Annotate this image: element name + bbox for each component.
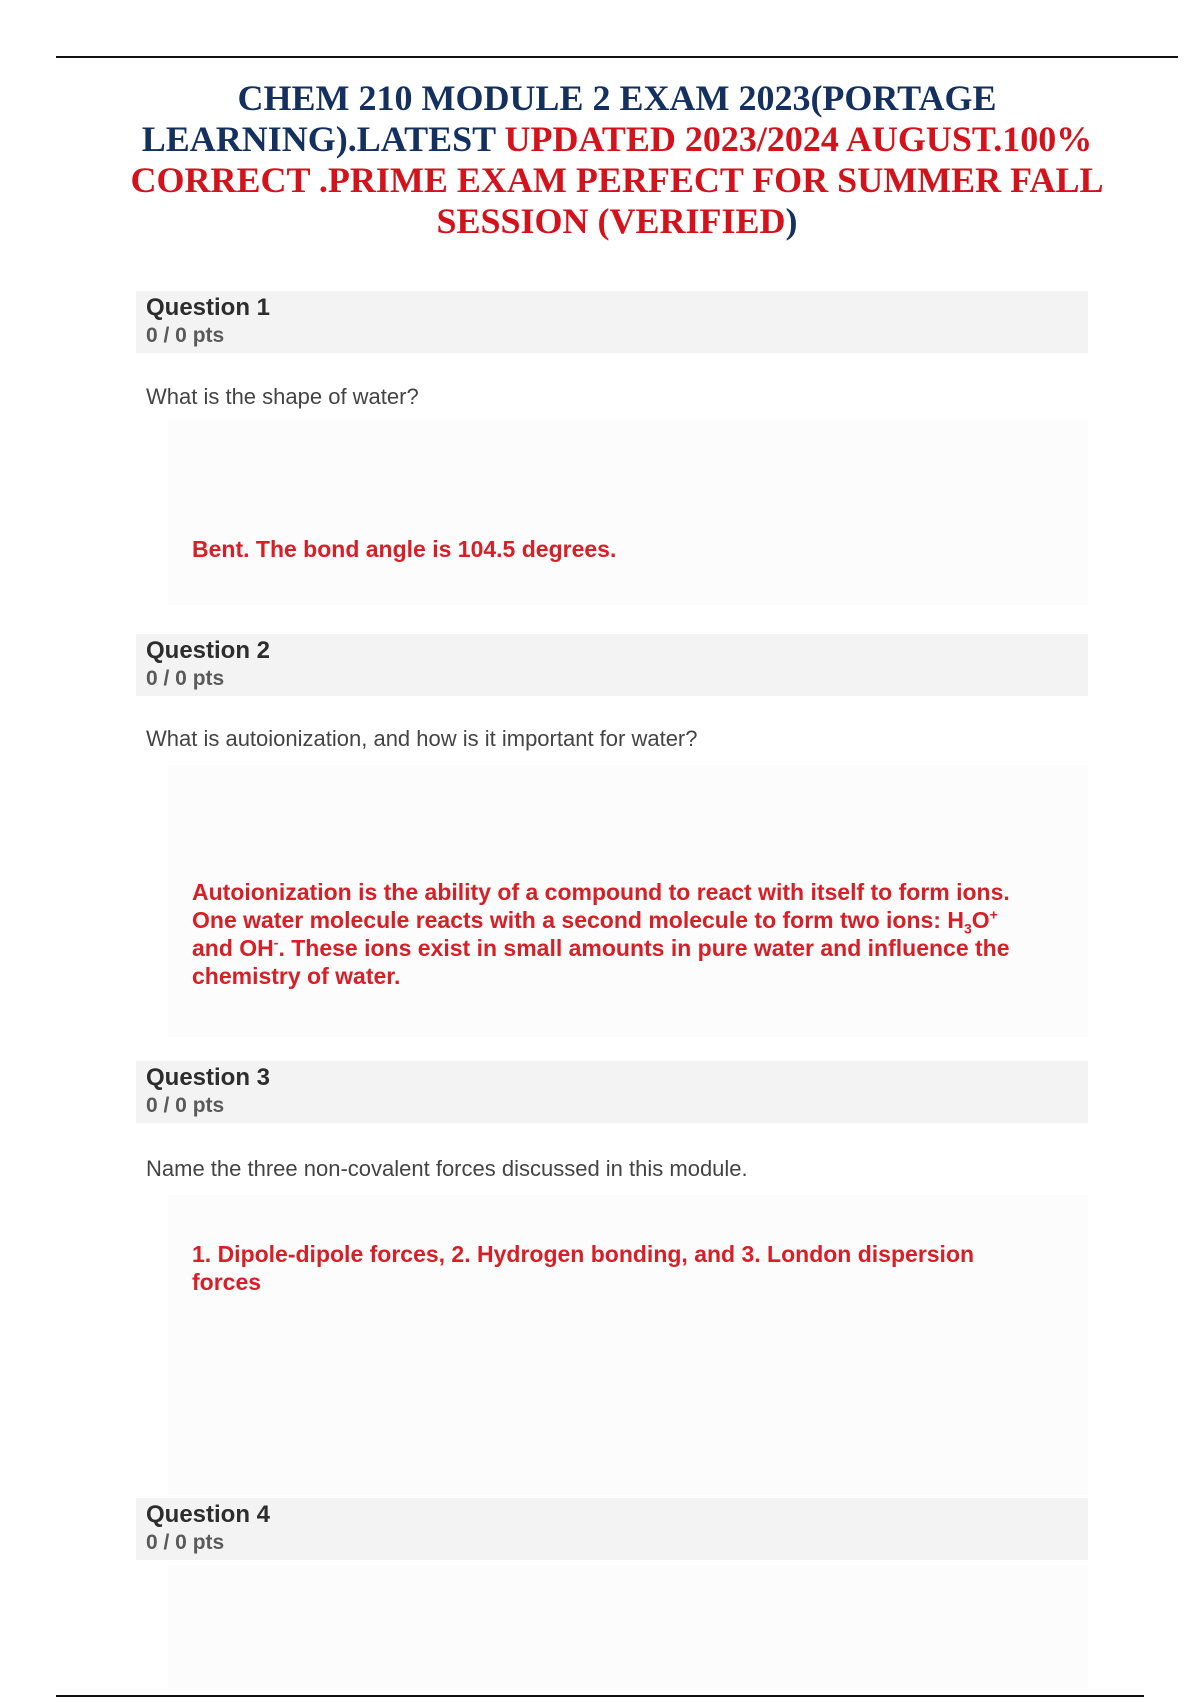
question-4-points: 0 / 0 pts (146, 1531, 225, 1554)
question-1-label: Question 1 (146, 294, 271, 321)
question-4-answer-area (168, 1565, 1088, 1690)
document-title (120, 78, 1114, 242)
question-3-prompt: Name the three non-covalent forces discussed in this module. (146, 1156, 748, 1181)
title-part-red: UPDATED 2023/2024 AUGUST.100% CORRECT .PRIME EXAM PERFECT FOR SUMMER FALL SESSION (VERIFIED (130, 119, 1104, 241)
question-1-answer: Bent. The bond angle is 104.5 degrees. (192, 536, 617, 562)
question-1-points: 0 / 0 pts (146, 324, 225, 347)
title-part-closing: ) (785, 201, 798, 241)
top-rule (56, 56, 1178, 58)
question-1-prompt: What is the shape of water? (146, 384, 419, 409)
question-1-answer-area (168, 420, 1088, 605)
question-1-header (136, 291, 1088, 353)
answer-2-text-d: . These ions exist in small amounts in pure water and influence the chemistry of water. (192, 935, 1010, 989)
question-2-header (136, 634, 1088, 696)
answer-2-text-b: O (971, 907, 990, 933)
question-3-points: 0 / 0 pts (146, 1094, 225, 1117)
question-2-label: Question 2 (146, 637, 271, 664)
bottom-rule (56, 1695, 1144, 1697)
question-4-header (136, 1498, 1088, 1560)
question-2-answer (192, 878, 1042, 990)
question-3-header (136, 1061, 1088, 1123)
question-4-label: Question 4 (146, 1501, 271, 1528)
question-3-label: Question 3 (146, 1064, 271, 1091)
question-2-prompt: What is autoionization, and how is it important for water? (146, 726, 698, 751)
h3o-subscript: 3 (963, 920, 972, 937)
oh-charge: - (273, 934, 279, 951)
answer-2-text-a: Autoionization is the ability of a compound to react with itself to form ions. One water molecule reacts with a second molecule to form two ions: H (192, 879, 1010, 933)
h3o-charge: + (989, 906, 998, 923)
question-2-points: 0 / 0 pts (146, 667, 225, 690)
question-3-answer: 1. Dipole-dipole forces, 2. Hydrogen bonding, and 3. London dispersion forces (192, 1241, 975, 1295)
title-part-navy: CHEM 210 MODULE 2 EXAM 2023(PORTAGE LEARNING).LATEST (141, 78, 997, 159)
answer-2-text-c: and OH (192, 935, 274, 961)
